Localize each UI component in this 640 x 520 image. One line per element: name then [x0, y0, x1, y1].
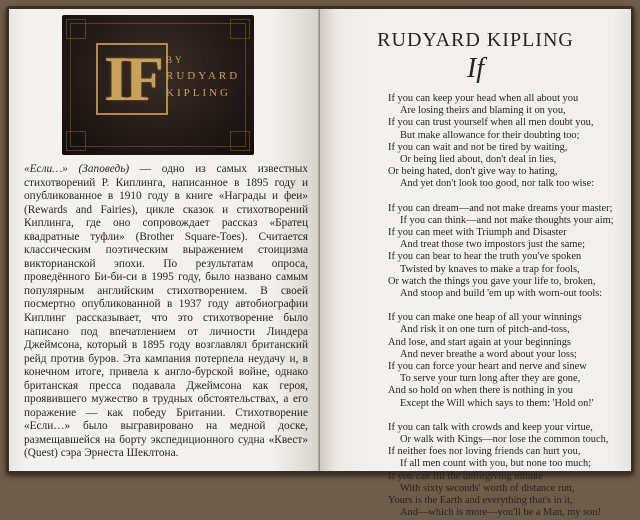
poem-line: If you can wait and not be tired by waiting,	[388, 141, 568, 153]
poem-line: If you can think—and not make thoughts your aim;	[400, 214, 614, 226]
poem-line: If you can meet with Triumph and Disaster	[388, 227, 567, 239]
article-title-alt: (Заповедь)	[78, 163, 130, 175]
poem-line: And never breathe a word about your loss;	[400, 348, 577, 360]
poem-line: If you can fill the unforgiving minute	[388, 470, 544, 482]
poem-line: Or being lied about, don't deal in lies,	[400, 154, 557, 166]
poem-line: Except the Will which says to them: 'Hold on!'	[400, 397, 594, 409]
poem-line: If you can trust yourself when all men doubt you,	[388, 117, 594, 129]
left-page	[9, 9, 320, 471]
poem-line: To serve your turn long after they are gone,	[400, 373, 581, 385]
poem-line: If you can talk with crowds and keep your virtue,	[388, 421, 593, 433]
poem-line: And stoop and build 'em up with worn-out tools:	[400, 288, 603, 300]
cover-ornament	[230, 19, 250, 39]
article-text	[24, 163, 308, 461]
poem-stanza	[388, 93, 628, 191]
poem-line: And treat those two impostors just the same;	[400, 239, 585, 251]
cover-author-first: RUDYARD	[166, 70, 241, 82]
cover-ornament	[230, 131, 250, 151]
cover-by: BY	[166, 55, 185, 65]
cover-title: IF	[96, 43, 168, 115]
poem-line: With sixty seconds' worth of distance run,	[400, 482, 575, 494]
cover-author-last: KIPLING	[166, 87, 231, 99]
cover-ornament	[66, 131, 86, 151]
cover-ornament	[66, 19, 86, 39]
poem-line: If you can dream—and not make dreams your master;	[388, 202, 613, 214]
article-title: «Если…»	[24, 163, 68, 175]
poem-line: And—which is more—you'll be a Man, my son!	[400, 507, 601, 519]
poem-line: Or watch the things you gave your life to, broken,	[388, 275, 596, 287]
poem-line: If you can make one heap of all your winnings	[388, 312, 582, 324]
poem-author: RUDYARD KIPLING	[377, 29, 574, 51]
poem-stanza	[388, 422, 628, 520]
poem-line: If you can bear to hear the truth you've spoken	[388, 251, 582, 263]
poem-line: Are losing theirs and blaming it on you,	[400, 105, 566, 117]
poem-stanza	[388, 312, 628, 410]
poem-line: Twisted by knaves to make a trap for fools,	[400, 263, 580, 275]
poem-line: If neither foes nor loving friends can hurt you,	[388, 446, 581, 458]
poem-line: If you can force your heart and nerve and sinew	[388, 361, 587, 373]
poem-title: If	[466, 53, 485, 84]
poem-stanza	[388, 203, 628, 301]
poem-line: But make allowance for their doubting too;	[400, 129, 580, 141]
book-cover-image	[62, 15, 254, 155]
right-page	[320, 9, 631, 519]
poem-text	[388, 93, 628, 520]
article-body: — одно из самых известных стихотворений Р. Киплинга, написанное в 1895 году и опубликованное в 1910 году в книге «Награды и феи» (Rewards and Fairies), цикле сказок и стихотворений Киплинга, где оно сопровождает рассказ «Братец квадратные туфли» (Brother Square-Toes). Считается классическим поэтическим выражением стоицизма викторианской эпохи. По результатам опроса, проведённого Би-би-си в 1995 году, было названо самым популярным английским стихотворением. В своей посмертно опубликованной в 1937 году автобиографии Киплинг рассказывает, что это стихотворение было написано под впечатлением от личности Линдера Джеймсона, который в 1895 году возглавлял британский рейд против буров. Эта кампания потерпела неудачу и, в конечном итоге, привела к англо-бурской войне, однако британская пресса подавала Джеймсона как героя, проявившего мужество в трудных обстоятельствах, а его поражение — как победу Британии. Стихотворение «Если…» было выгравировано на медной доске, размещавшейся на борту экспедиционного судна «Квест» (Quest) сэра Эрнеста Шеклтона.	[24, 163, 308, 460]
poem-line: And so hold on when there is nothing in you	[388, 385, 573, 397]
poem-line: Or being hated, don't give way to hating,	[388, 166, 558, 178]
poem-line: And lose, and start again at your beginnings	[388, 336, 571, 348]
poem-line: Or walk with Kings—nor lose the common touch,	[400, 434, 609, 446]
poem-line: If you can keep your head when all about you	[388, 93, 579, 104]
poem-line: And risk it on one turn of pitch-and-toss,	[400, 324, 570, 336]
open-book	[6, 6, 634, 519]
poem-line: And yet don't look too good, nor talk too wise:	[400, 178, 595, 190]
poem-line: Yours is the Earth and everything that's in it,	[388, 495, 573, 507]
poem-line: If all men count with you, but none too much;	[400, 458, 592, 470]
